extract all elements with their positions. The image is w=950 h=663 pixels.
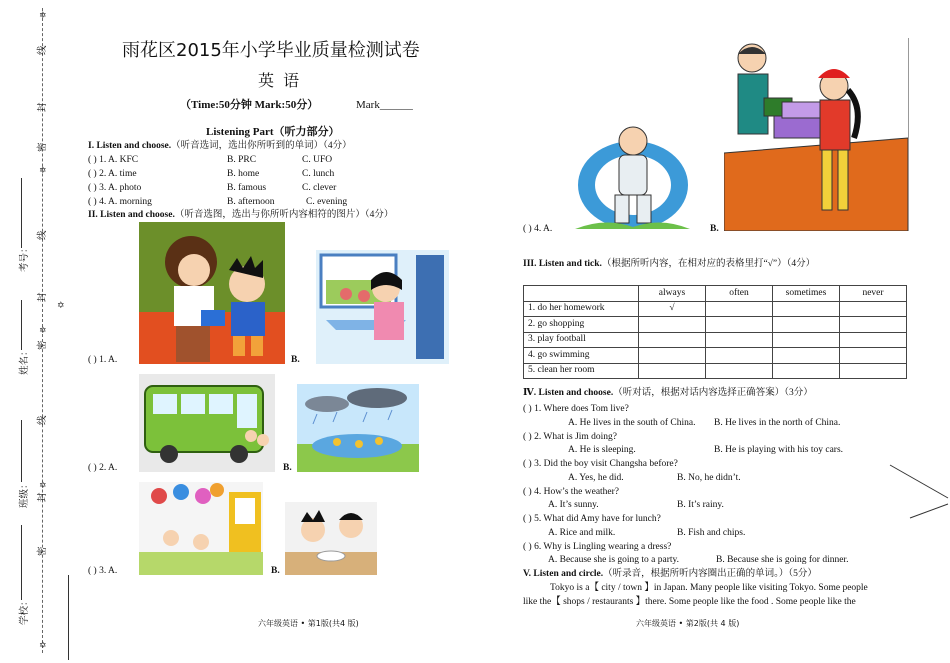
tick-cell[interactable] xyxy=(773,301,840,317)
table-row xyxy=(524,317,907,333)
left-page-footer: 六年级英语 • 第1版(共4 版) xyxy=(258,619,359,628)
section1-instruction: （听音选词，选出你所听到的单词）（4分） xyxy=(171,141,352,151)
margin-star-icon: ✡ xyxy=(39,165,47,175)
tick-activity: 4. go swimming xyxy=(524,348,639,364)
class-label: 班级： xyxy=(19,479,30,508)
s4-option-1b: B. He lives in the north of China. xyxy=(714,418,841,428)
tick-cell[interactable] xyxy=(706,317,773,333)
tick-cell[interactable] xyxy=(706,332,773,348)
s2-q2-b: B. xyxy=(283,463,292,473)
s2-q3[interactable]: ( ) 3. A. xyxy=(88,566,118,576)
section3-instruction: （根据所听内容，在相对应的表格里打“√”）（4分） xyxy=(601,259,816,269)
school-label: 学校： xyxy=(19,596,30,625)
s1-item-4[interactable]: ( ) 4. A. morning xyxy=(88,197,152,207)
s4-question-4[interactable]: ( ) 4. How’s the weather? xyxy=(523,487,620,497)
s4-option-5b: B. Fish and chips. xyxy=(677,528,746,538)
s2-q1[interactable]: ( ) 1. A. xyxy=(88,355,118,365)
section1-heading-line xyxy=(88,140,352,152)
school-blank[interactable] xyxy=(21,525,22,600)
tick-cell[interactable]: √ xyxy=(639,301,706,317)
tick-cell[interactable] xyxy=(840,348,907,364)
exam-number-label: 考号： xyxy=(19,243,30,272)
picture-astronaut xyxy=(575,121,690,231)
section5-heading-line xyxy=(523,568,817,580)
tick-table xyxy=(523,285,907,379)
tick-header-always: always xyxy=(639,286,706,302)
section4-heading-line xyxy=(523,387,813,399)
s4-question-3[interactable]: ( ) 3. Did the boy visit Changsha before? xyxy=(523,459,678,469)
table-row xyxy=(524,301,907,317)
tick-cell[interactable] xyxy=(639,348,706,364)
s4-option-2b: B. He is playing with his toy cars. xyxy=(714,445,844,455)
tick-activity: 2. go shopping xyxy=(524,317,639,333)
margin-star-icon: ✡ xyxy=(39,325,47,335)
s2-q3-b: B. xyxy=(271,566,280,576)
seal-char: 封 xyxy=(37,492,48,502)
right-page-footer: 六年级英语 • 第2版(共 4 版) xyxy=(636,619,740,628)
tick-table-header xyxy=(524,286,907,302)
tick-activity: 5. clean her room xyxy=(524,363,639,379)
seal-char: 封 xyxy=(37,292,48,302)
tick-cell[interactable] xyxy=(773,348,840,364)
name-blank[interactable] xyxy=(21,300,22,350)
s1-item-3[interactable]: ( ) 3. A. photo xyxy=(88,183,142,193)
tick-cell[interactable] xyxy=(706,301,773,317)
tick-cell[interactable] xyxy=(840,363,907,379)
binding-solid-line xyxy=(68,575,69,660)
tick-header-blank xyxy=(524,286,639,302)
s1-item-1-c: C. UFO xyxy=(302,155,333,165)
s2-q4-b: B. xyxy=(710,224,719,234)
s4-option-1a: A. He lives in the south of China. xyxy=(568,418,696,428)
s4-question-5[interactable]: ( ) 5. What did Amy have for lunch? xyxy=(523,514,661,524)
tick-activity: 1. do her homework xyxy=(524,301,639,317)
s1-item-4-b: B. afternoon xyxy=(227,197,275,207)
s4-option-2a: A. He is sleeping. xyxy=(568,445,636,455)
s4-option-6b: B. Because she is going for dinner. xyxy=(716,555,849,565)
tick-cell[interactable] xyxy=(706,348,773,364)
s1-item-4-c: C. evening xyxy=(306,197,348,207)
s1-item-1[interactable]: ( ) 1. A. KFC xyxy=(88,155,139,165)
margin-star-icon: ✡ xyxy=(39,640,47,650)
picture-ducks-in-rain xyxy=(297,384,419,472)
s4-option-5a: A. Rice and milk. xyxy=(548,528,616,538)
tick-cell[interactable] xyxy=(840,317,907,333)
margin-star-icon: ✡ xyxy=(57,300,65,310)
s4-question-6[interactable]: ( ) 6. Why is Lingling wearing a dress? xyxy=(523,542,672,552)
listening-part-heading: Listening Part（听力部分） xyxy=(206,126,340,138)
table-row xyxy=(524,332,907,348)
s5-passage-line-1[interactable]: Tokyo is a【 city / town 】in Japan. Many people like visiting Tokyo. Some people xyxy=(550,583,868,593)
s2-q1-b: B. xyxy=(291,355,300,365)
section1-heading: I. Listen and choose. xyxy=(88,141,172,151)
s1-item-2-b: B. home xyxy=(227,169,260,179)
section2-instruction: （听音选图，选出与你所听内容相符的图片）（4分） xyxy=(174,210,394,220)
s4-option-3b: B. No, he didn’t. xyxy=(677,473,741,483)
seal-char: 密 xyxy=(37,142,48,152)
margin-star-icon: ✡ xyxy=(39,480,47,490)
s4-question-2[interactable]: ( ) 2. What is Jim doing? xyxy=(523,432,618,442)
s2-q4[interactable]: ( ) 4. A. xyxy=(523,224,553,234)
s1-item-2[interactable]: ( ) 2. A. time xyxy=(88,169,137,179)
s4-option-3a: A. Yes, he did. xyxy=(568,473,624,483)
picture-school-bus xyxy=(139,374,275,472)
page-edge-line xyxy=(908,38,909,231)
tick-header-often: often xyxy=(706,286,773,302)
tick-cell[interactable] xyxy=(773,317,840,333)
table-row xyxy=(524,363,907,379)
picture-shop-counter xyxy=(724,38,908,231)
subject-title: 英 语 xyxy=(258,71,302,90)
tick-cell[interactable] xyxy=(773,363,840,379)
name-label: 姓名： xyxy=(19,346,30,375)
section3-heading: III. Listen and tick. xyxy=(523,259,602,269)
exam-number-blank[interactable] xyxy=(21,178,22,248)
mark-field[interactable]: Mark______ xyxy=(356,99,413,111)
tick-cell[interactable] xyxy=(840,301,907,317)
s1-item-3-c: C. clever xyxy=(302,183,337,193)
section5-heading: V. Listen and circle. xyxy=(523,569,604,579)
s4-option-6a: A. Because she is going to a party. xyxy=(548,555,680,565)
tick-header-sometimes: sometimes xyxy=(773,286,840,302)
tick-cell[interactable] xyxy=(639,363,706,379)
tick-cell[interactable] xyxy=(706,363,773,379)
picture-girl-on-train xyxy=(316,250,449,364)
section2-heading: II. Listen and choose. xyxy=(88,210,175,220)
s5-passage-line-2[interactable]: like the【 shops / restaurants 】there. Some people like the food . Some people like the xyxy=(523,597,856,607)
margin-star-icon: ✡ xyxy=(39,10,47,20)
section5-instruction: （听录音，根据所听内容圈出正确的单词。）（5分） xyxy=(603,569,817,579)
class-blank[interactable] xyxy=(21,420,22,482)
tick-header-never: never xyxy=(840,286,907,302)
s1-item-2-c: C. lunch xyxy=(302,169,335,179)
time-mark-line: （Time:50分钟 Mark:50分） xyxy=(180,99,319,111)
seal-char: 线 xyxy=(37,45,48,55)
tick-activity: 3. play football xyxy=(524,332,639,348)
section4-heading: Ⅳ. Listen and choose. xyxy=(523,388,614,398)
picture-birthday-party xyxy=(139,482,263,575)
table-row xyxy=(524,348,907,364)
s2-q2[interactable]: ( ) 2. A. xyxy=(88,463,118,473)
picture-boys-eating xyxy=(285,502,377,575)
s4-option-4b: B. It’s rainy. xyxy=(677,500,724,510)
seal-char: 封 xyxy=(37,102,48,112)
exam-title: 雨花区2015年小学毕业质量检测试卷 xyxy=(122,40,420,61)
tick-cell[interactable] xyxy=(639,332,706,348)
tick-cell[interactable] xyxy=(639,317,706,333)
tick-cell[interactable] xyxy=(773,332,840,348)
seal-char: 密 xyxy=(37,340,48,350)
section4-instruction: （听对话，根据对话内容选择正确答案）（3分） xyxy=(613,388,813,398)
picture-teacher-gives-gift xyxy=(139,222,285,364)
edge-lines xyxy=(880,460,950,520)
seal-char: 密 xyxy=(37,546,48,556)
section3-heading-line xyxy=(523,258,815,270)
s1-item-3-b: B. famous xyxy=(227,183,267,193)
s4-option-4a: A. It’s sunny. xyxy=(548,500,599,510)
s4-question-1[interactable]: ( ) 1. Where does Tom live? xyxy=(523,404,629,414)
s1-item-1-b: B. PRC xyxy=(227,155,257,165)
seal-char: 线 xyxy=(37,230,48,240)
seal-char: 线 xyxy=(37,415,48,425)
tick-cell[interactable] xyxy=(840,332,907,348)
section2-heading-line xyxy=(88,209,393,221)
